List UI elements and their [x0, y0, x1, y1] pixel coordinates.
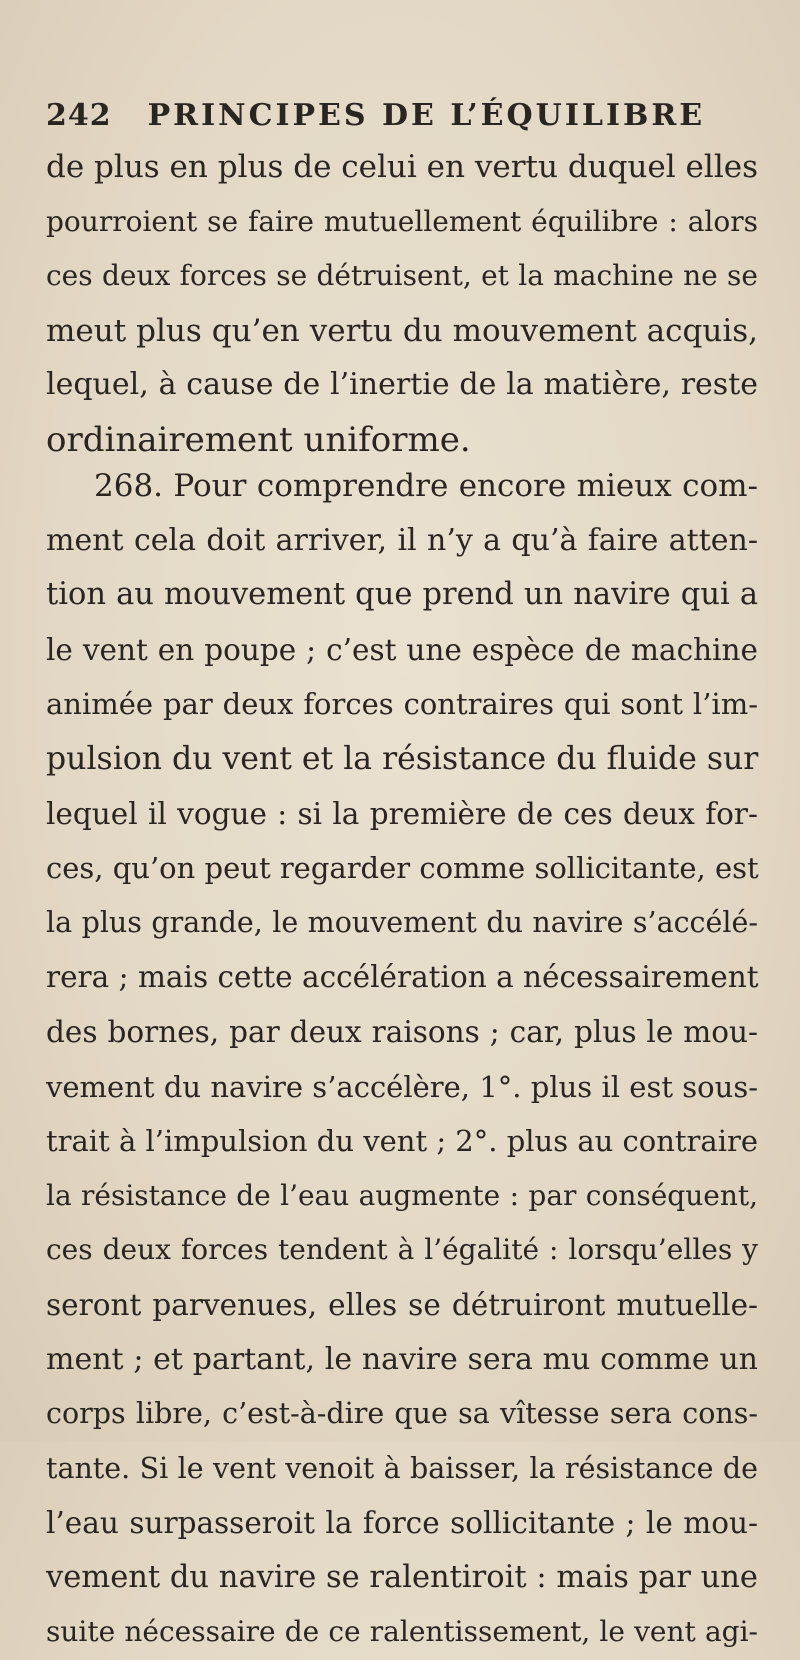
text-line: corps libre, c’est-à-dire que sa vîtesse sera cons-	[46, 1397, 758, 1431]
text-line: vement du navire s’accélère, 1°. plus il est sous-	[46, 1069, 758, 1104]
text-line: le vent en poupe ; c’est une espèce de machine	[46, 632, 758, 667]
text-line: tion au mouvement que prend un navire qui a	[46, 577, 758, 613]
running-title: PRINCIPES DE L’ÉQUILIBRE	[147, 98, 706, 133]
text-line: suite nécessaire de ce ralentissement, le vent agi-	[46, 1615, 758, 1649]
text-line: ces, qu’on peut regarder comme sollicitante, est	[46, 851, 759, 886]
text-line: pourroient se faire mutuellement équilibre : alors	[46, 204, 758, 238]
text-line: meut plus qu’en vertu du mouvement acquis,	[46, 312, 758, 349]
text-line: tante. Si le vent venoit à baisser, la résistance de	[46, 1451, 758, 1485]
text-line: pulsion du vent et la résistance du fluide sur	[46, 740, 759, 777]
paragraph-continuation	[46, 140, 758, 468]
paragraph-268	[46, 459, 758, 1660]
text-line: l’eau surpasseroit la force sollicitante ; le mou-	[46, 1506, 758, 1541]
text-line: ment ; et partant, le navire sera mu comme un	[46, 1341, 758, 1377]
text-line: rera ; mais cette accélération a nécessairement	[46, 960, 759, 995]
text-line: des bornes, par deux raisons ; car, plus le mou-	[46, 1014, 758, 1049]
text-line: lequel, à cause de l’inertie de la matière, reste	[46, 367, 758, 403]
page-number: 242	[46, 98, 112, 133]
text-line: ces deux forces tendent à l’égalité : lorsqu’elles y	[46, 1233, 758, 1267]
text-line: 268. Pour comprendre encore mieux com-	[94, 468, 758, 504]
text-line: ces deux forces se détruisent, et la machine ne se	[46, 259, 758, 293]
text-line: ordinairement uniforme.	[46, 419, 471, 460]
text-line: la résistance de l’eau augmente : par conséquent,	[46, 1178, 758, 1212]
text-line: la plus grande, le mouvement du navire s’accélé-	[46, 905, 758, 939]
text-line: trait à l’impulsion du vent ; 2°. plus au contraire	[46, 1124, 758, 1159]
text-line: de plus en plus de celui en vertu duquel elles	[46, 149, 758, 185]
text-line: animée par deux forces contraires qui sont l’im-	[46, 687, 758, 722]
text-line: vement du navire se ralentiroit : mais par une	[46, 1559, 758, 1595]
text-line: seront parvenues, elles se détruiront mutuelle-	[46, 1287, 758, 1322]
running-head	[46, 98, 746, 144]
text-line: ment cela doit arriver, il n’y a qu’à faire atten-	[46, 522, 758, 558]
text-line: lequel il vogue : si la première de ces deux for-	[46, 796, 758, 831]
